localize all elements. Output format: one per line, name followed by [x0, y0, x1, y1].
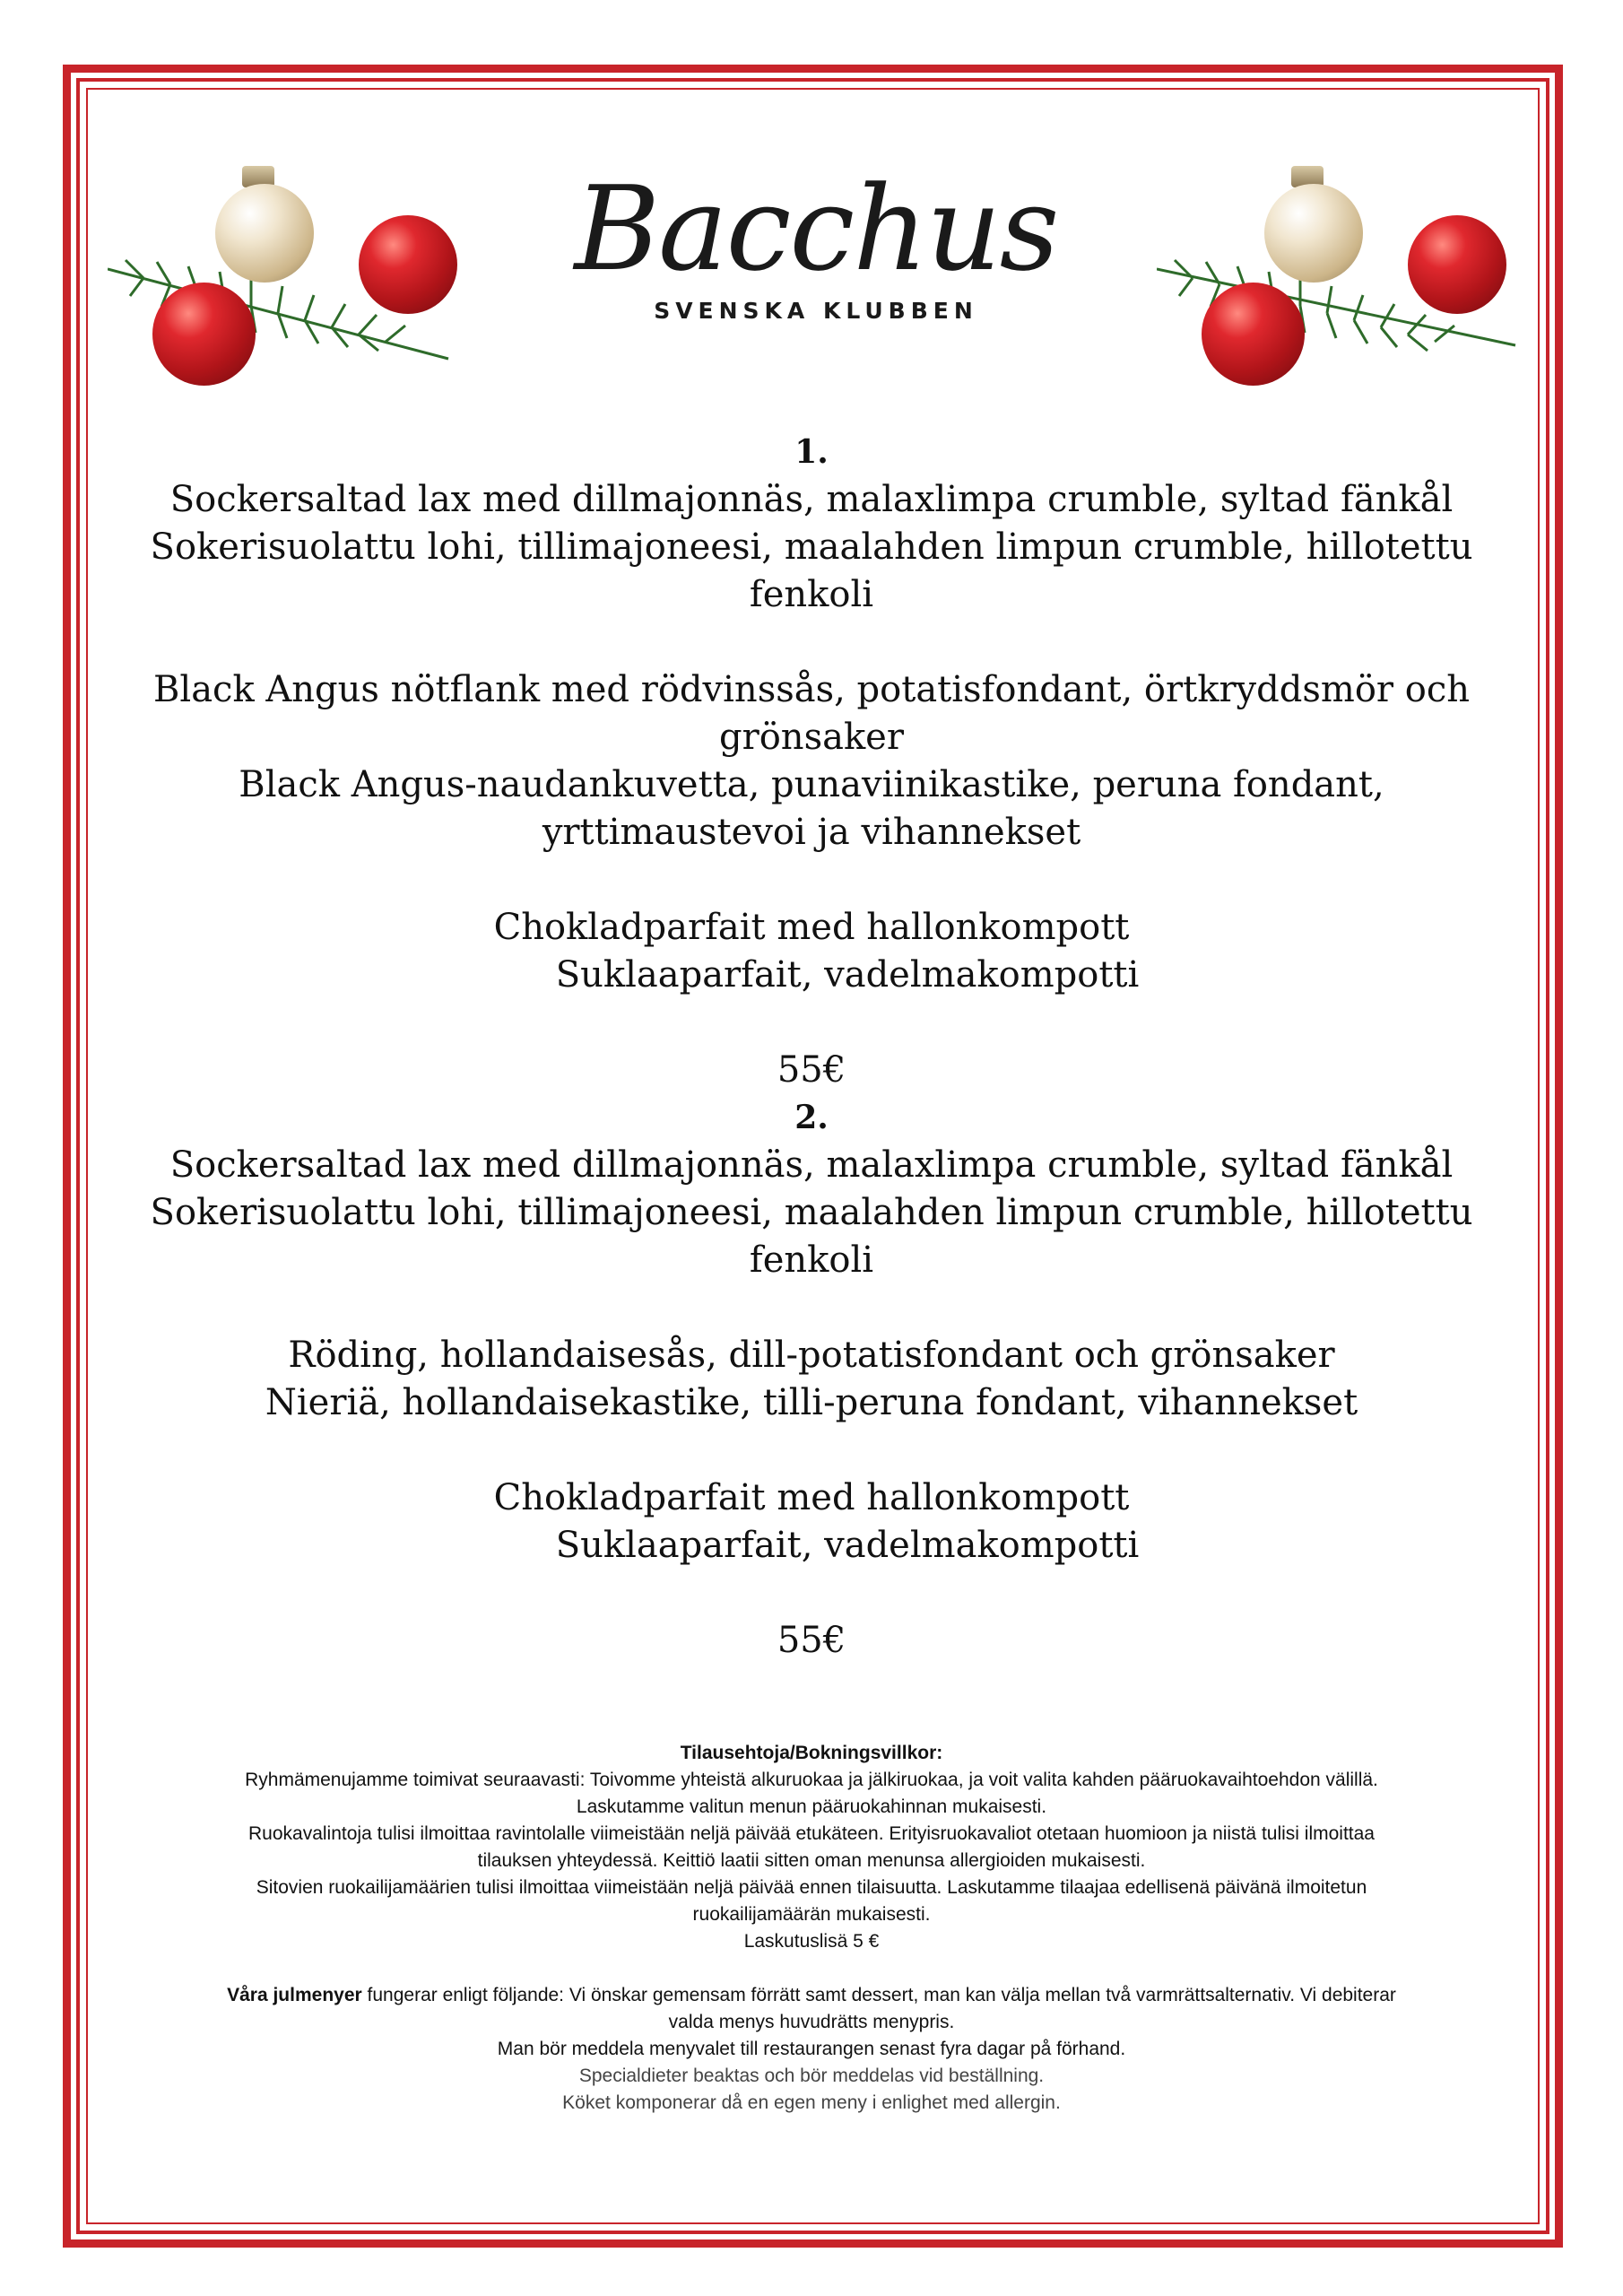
logo-script: Bacchus: [574, 161, 1058, 297]
menu-2-number: 2.: [794, 1099, 829, 1136]
menu-1-starter-sv: Sockersaltad lax med dillmajonnäs, malaxlimpa crumble, syltad fänkål: [169, 479, 1454, 520]
terms-sv-line: Köket komponerar då en egen meny i enlighet med allergin.: [562, 2092, 1061, 2113]
terms-sv-line: Specialdieter beaktas och bör meddelas vid beställning.: [578, 2066, 1045, 2086]
menu-1-dessert-sv: Chokladparfait med hallonkompott: [493, 907, 1130, 948]
menu-1-starter-fi: Sokerisuolattu lohi, tillimajoneesi, maalahden limpun crumble, hillotettu: [150, 526, 1473, 568]
terms-sv-line: valda menys huvudrätts menypris.: [668, 2012, 955, 2032]
menu-2-starter-sv: Sockersaltad lax med dillmajonnäs, malaxlimpa crumble, syltad fänkål: [169, 1144, 1454, 1186]
menu-1-price: 55€: [777, 1049, 846, 1091]
logo: [538, 161, 1094, 324]
menu-1-dessert-fi: Suklaaparfait, vadelmakompotti: [555, 954, 1140, 996]
menu-2-price: 55€: [777, 1620, 846, 1661]
menu-2-dessert-fi: Suklaaparfait, vadelmakompotti: [555, 1525, 1140, 1566]
terms-fi-line: ruokailijamäärän mukaisesti.: [692, 1904, 931, 1925]
terms-sv-line: [152, 1982, 1471, 2009]
menu-1-starter-fi-cont: fenkoli: [749, 574, 874, 615]
menu-1-main-sv: Black Angus nötflank med rödvinssås, potatisfondant, örtkryddsmör och: [153, 669, 1470, 710]
terms-fi-line: tilauksen yhteydessä. Keittiö laatii sitten oman menunsa allergioiden mukaisesti.: [477, 1850, 1146, 1871]
menu-1-number: 1.: [794, 433, 829, 471]
terms-sv-text: fungerar enligt följande: Vi önskar gemensam förrätt samt dessert, man kan välja mellan två varmrättsalternativ. Vi debiterar: [361, 1985, 1396, 2005]
menu-2-main-fi: Nieriä, hollandaisekastike, tilli-peruna fondant, vihannekset: [265, 1382, 1358, 1423]
terms-fi-line: Sitovien ruokailijamäärien tulisi ilmoittaa viimeistään neljä päivää ennen tilaisuutta. Laskutamme tilaajaa edellisenä päivänä ilmoitetun: [256, 1877, 1367, 1898]
booking-terms: [152, 1740, 1471, 2117]
christmas-ornaments-left-icon: [108, 166, 484, 399]
terms-fi-line: Laskutamme valitun menun pääruokahinnan mukaisesti.: [576, 1796, 1047, 1817]
menu-2-starter-fi: Sokerisuolattu lohi, tillimajoneesi, maalahden limpun crumble, hillotettu: [150, 1192, 1473, 1233]
menu-2-main-sv: Röding, hollandaisesås, dill-potatisfondant och grönsaker: [288, 1335, 1335, 1376]
terms-fi-line: Laskutuslisä 5 €: [743, 1931, 880, 1952]
menu-1-main-sv-cont: grönsaker: [719, 717, 904, 758]
terms-sv-line: Man bör meddela menyvalet till restaurangen senast fyra dagar på förhand.: [497, 2039, 1126, 2059]
terms-fi-line: Ryhmämenujamme toimivat seuraavasti: Toivomme yhteistä alkuruokaa ja jälkiruokaa, ja voit valita kahden pääruokavaihtoehdon välillä.: [245, 1770, 1378, 1790]
menu-2-starter-fi-cont: fenkoli: [749, 1239, 874, 1281]
terms-heading: Tilausehtoja/Bokningsvillkor:: [680, 1743, 943, 1763]
menu-content: [117, 429, 1506, 1665]
christmas-ornaments-right-icon: [1157, 166, 1533, 399]
logo-subtitle: SVENSKA KLUBBEN: [654, 298, 978, 324]
menu-2-dessert-sv: Chokladparfait med hallonkompott: [493, 1477, 1130, 1518]
menu-1-main-fi-cont: yrttimaustevoi ja vihannekset: [542, 812, 1081, 853]
menu-1-main-fi: Black Angus-naudankuvetta, punaviinikastike, peruna fondant,: [239, 764, 1384, 805]
terms-sv-bold: Våra julmenyer: [227, 1985, 362, 2005]
terms-fi-line: Ruokavalintoja tulisi ilmoittaa ravintolalle viimeistään neljä päivää etukäteen. Erityisruokavaliot otetaan huomioon ja niistä tulisi ilmoittaa: [248, 1823, 1375, 1844]
